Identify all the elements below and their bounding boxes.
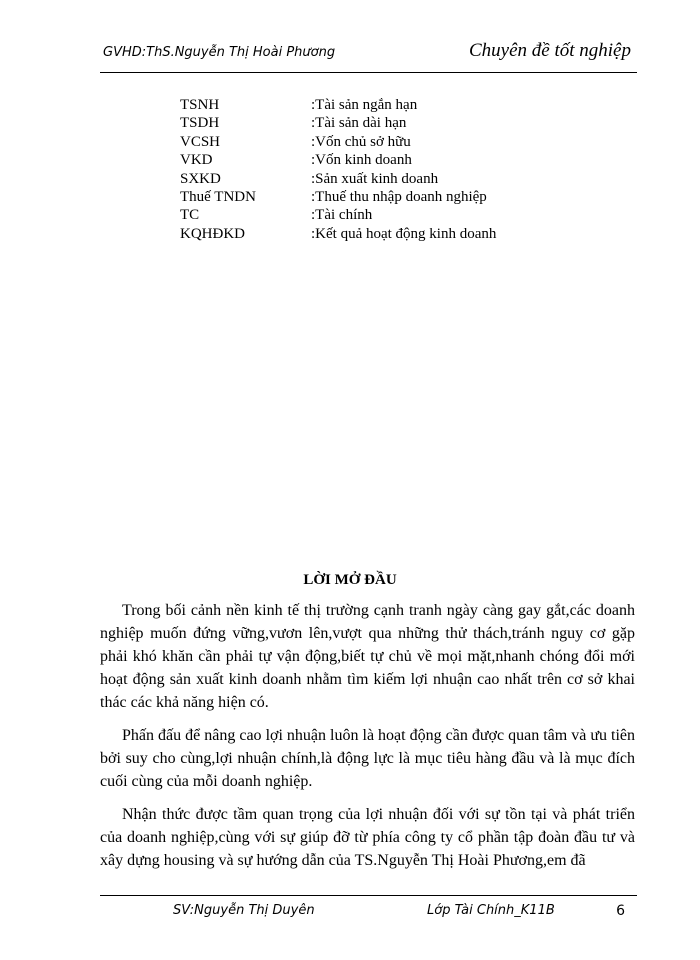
abbreviation-meaning: :Kết quả hoạt động kinh doanh [311, 225, 497, 242]
page-footer [100, 895, 637, 926]
class-name: Lớp Tài Chính_K11B [427, 903, 555, 918]
document-type: Chuyên đề tốt nghiệp [469, 40, 631, 61]
abbreviation-code: KQHĐKD [180, 225, 245, 242]
abbreviation-meaning: :Tài chính [311, 207, 373, 224]
section-title: LỜI MỞ ĐẦU [303, 572, 397, 588]
abbreviation-code: Thuế TNDN [180, 188, 256, 205]
page-header [100, 40, 637, 73]
paragraph: Trong bối cảnh nền kinh tế thị trường cạnh tranh ngày càng gay gắt,các doanh nghiệp muốn đứng vững,vươn lên,vượt qua những thử thách,tránh nguy cơ gặp phải khó khăn cần phải tự vận động,biết tự chủ về mọi mặt,nhanh chóng đổi mới hoạt động sản xuất kinh doanh nhằm tìm kiếm lợi nhuận cao nhất trên cơ sở khai thác các khả năng hiện có. [100, 602, 635, 711]
page-number: 6 [616, 903, 625, 919]
abbreviation-code: TC [180, 207, 200, 224]
abbreviation-code: VKD [180, 152, 213, 169]
paragraph: Nhận thức được tầm quan trọng của lợi nhuận đối với sự tồn tại và phát triển của doanh nghiệp,cùng với sự giúp đỡ từ phía công ty cổ phần tập đoàn đầu tư và xây dựng housing và sự hướng dẫn của TS.Nguyễn Thị Hoài Phương,em đã [100, 806, 635, 869]
abbreviation-meaning: :Tài sản dài hạn [311, 115, 407, 132]
abbreviation-meaning: :Thuế thu nhập doanh nghiệp [311, 188, 487, 205]
abbreviation-code: SXKD [180, 170, 221, 187]
student-name: SV:Nguyễn Thị Duyên [173, 903, 315, 918]
abbreviation-meaning: :Sản xuất kinh doanh [311, 170, 439, 187]
abbreviation-meaning: :Vốn kinh doanh [311, 152, 412, 169]
abbreviation-meaning: :Tài sản ngắn hạn [311, 97, 418, 113]
advisor-name: GVHD:ThS.Nguyễn Thị Hoài Phương [103, 45, 336, 60]
abbreviation-meaning: :Vốn chủ sở hữu [311, 133, 411, 150]
paragraph: Phấn đấu để nâng cao lợi nhuận luôn là hoạt động cần được quan tâm và ưu tiên bởi suy cho cùng,lợi nhuận chính,là động lực là mục tiêu hàng đầu và là mục đích cuối cùng của mỗi doanh nghiệp. [100, 727, 635, 790]
abbreviation-code: VCSH [180, 133, 221, 150]
abbreviation-code: TSNH [180, 97, 220, 113]
abbreviation-code: TSDH [180, 115, 220, 132]
introduction-body [100, 599, 635, 882]
